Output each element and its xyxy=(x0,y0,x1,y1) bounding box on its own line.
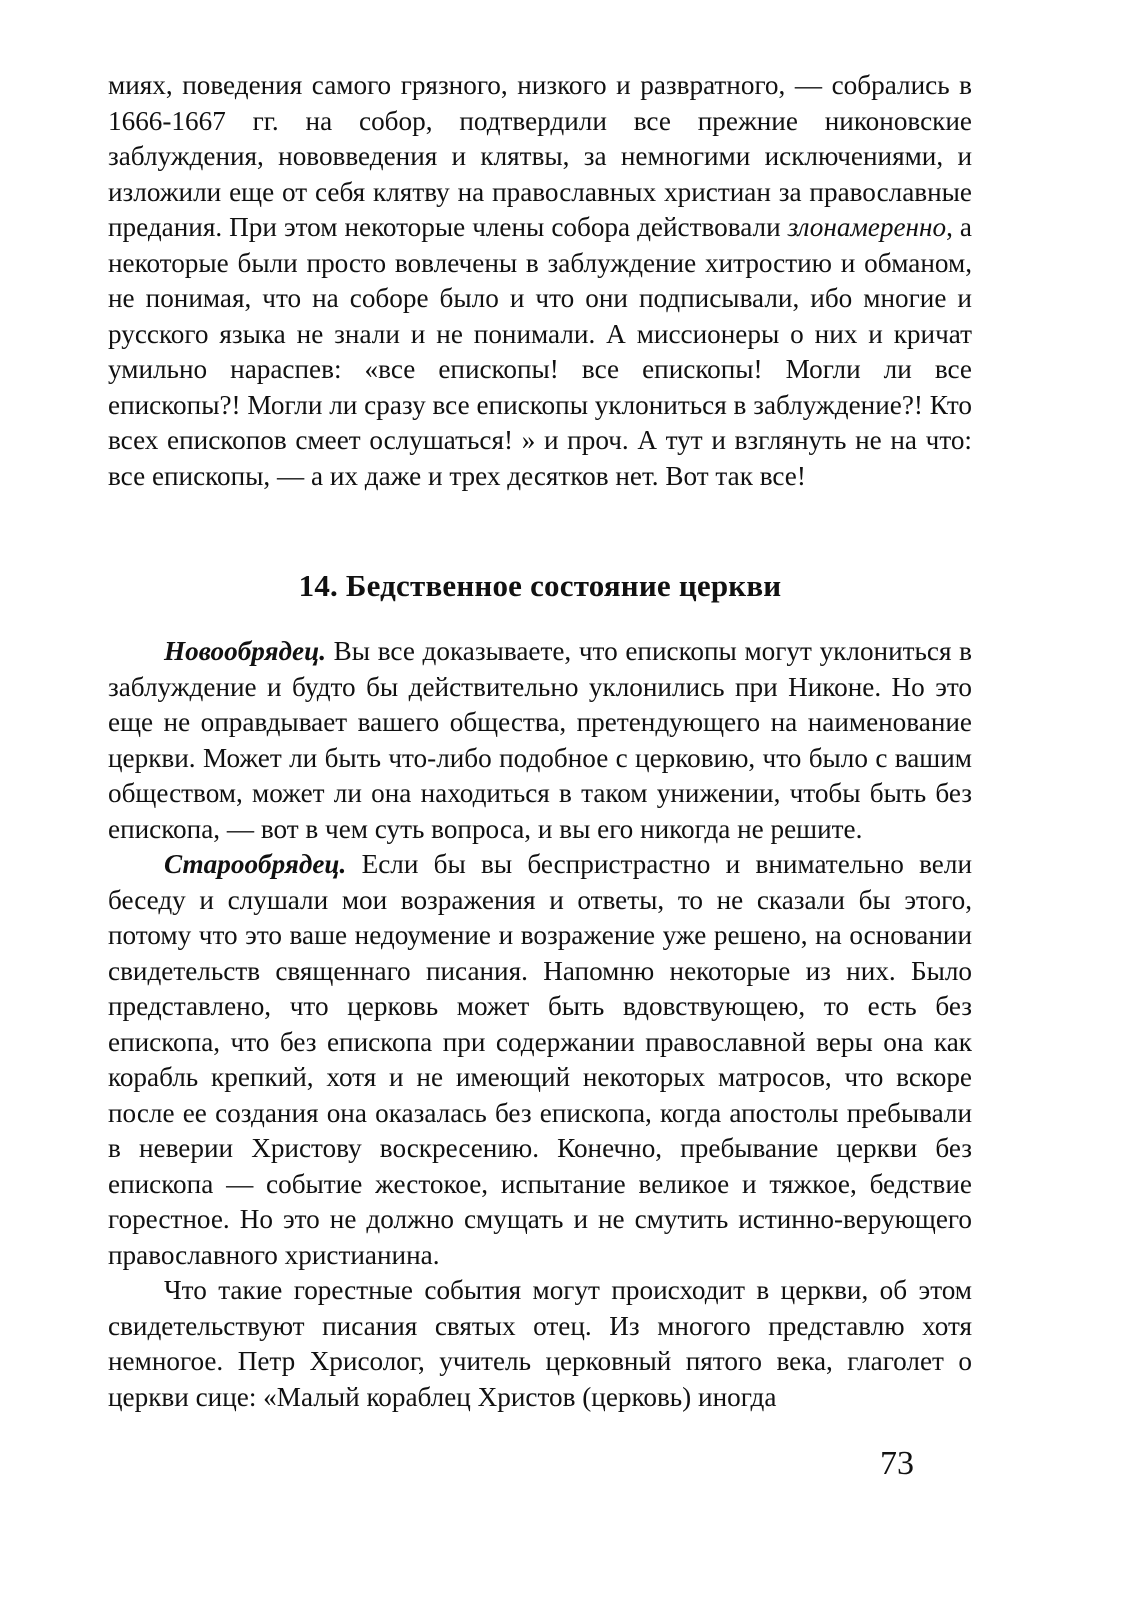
dialogue-paragraph-2 xyxy=(108,847,972,1273)
dialogue-text-2: Если бы вы беспристрастно и внимательно вели беседу и слушали мои возражения и ответы, то не сказали бы этого, потому что это ваше недоумение и возражение уже решено, на основании свидетельств священнаго писания. Напомню некоторые из них. Было представлено, что церковь может быть вдовствующею, то есть без епископа, что без епископа при содержании православной веры она как корабль крепкий, хотя и не имеющий некоторых матросов, что вскоре после ее создания она оказалась без епископа, когда апостолы пребывали в неверии Христову воскресению. Конечно, пребывание церкви без епископа — событие жестокое, испытание великое и тяжкое, бедствие горестное. Но это не должно смущать и не смутить истинно-верующего православного христианина. xyxy=(108,849,972,1270)
intro-text-italic: злонамеренно xyxy=(787,212,947,242)
speaker-label-2: Старообрядец. xyxy=(164,849,347,879)
page-number: 73 xyxy=(880,1445,914,1482)
dialogue-text-1: Вы все доказываете, что епископы могут уклониться в заблуждение и будто бы действительно уклонились при Никоне. Но это еще не оправдывает вашего общества, претендующего на наименование церкви. Может ли быть что-либо подобное с церковию, что было с вашим обществом, может ли она находиться в таком унижении, чтобы быть без епископа, — вот в чем суть вопроса, и вы его никогда не решите. xyxy=(108,636,972,844)
dialogue-paragraph-1 xyxy=(108,634,972,847)
section-heading: 14. Бедственное состояние церкви xyxy=(298,568,782,603)
intro-text-1: миях, поведения самого грязного, низкого и развратного, — собрались в 1666-1667 гг. на собор, подтвердили все прежние никоновские заблуждения, нововведения и клятвы, за немногими исключениями, и изложили еще от себя клятву на православных христиан за православные предания. При этом некоторые члены собора действовали xyxy=(108,70,972,242)
page-body xyxy=(108,68,972,1538)
speaker-label-1: Новообрядец. xyxy=(164,636,326,666)
intro-paragraph xyxy=(108,68,972,494)
intro-text-2: , а некоторые были просто вовлечены в заблуждение хитростию и обманом, не понимая, что на соборе было и что они подписывали, ибо многие и русского языка не знали и не понимали. А миссионеры о них и кричат умильно нараспев: «все епископы! все епископы! Могли ли все епископы?! Могли ли сразу все епископы уклониться в заблуждение?! Кто всех епископов смеет ослушаться! » и проч. А тут и взглянуть не на что: все епископы, — а их даже и трех десятков нет. Вот так все! xyxy=(108,212,972,491)
closing-paragraph: Что такие горестные события могут происходит в церкви, об этом свидетельствуют писания святых отец. Из многого представлю хотя немногое. Петр Хрисолог, учитель церковный пятого века, глаголет о церкви сице: «Малый кораблец Христов (церковь) иногда xyxy=(108,1275,972,1412)
